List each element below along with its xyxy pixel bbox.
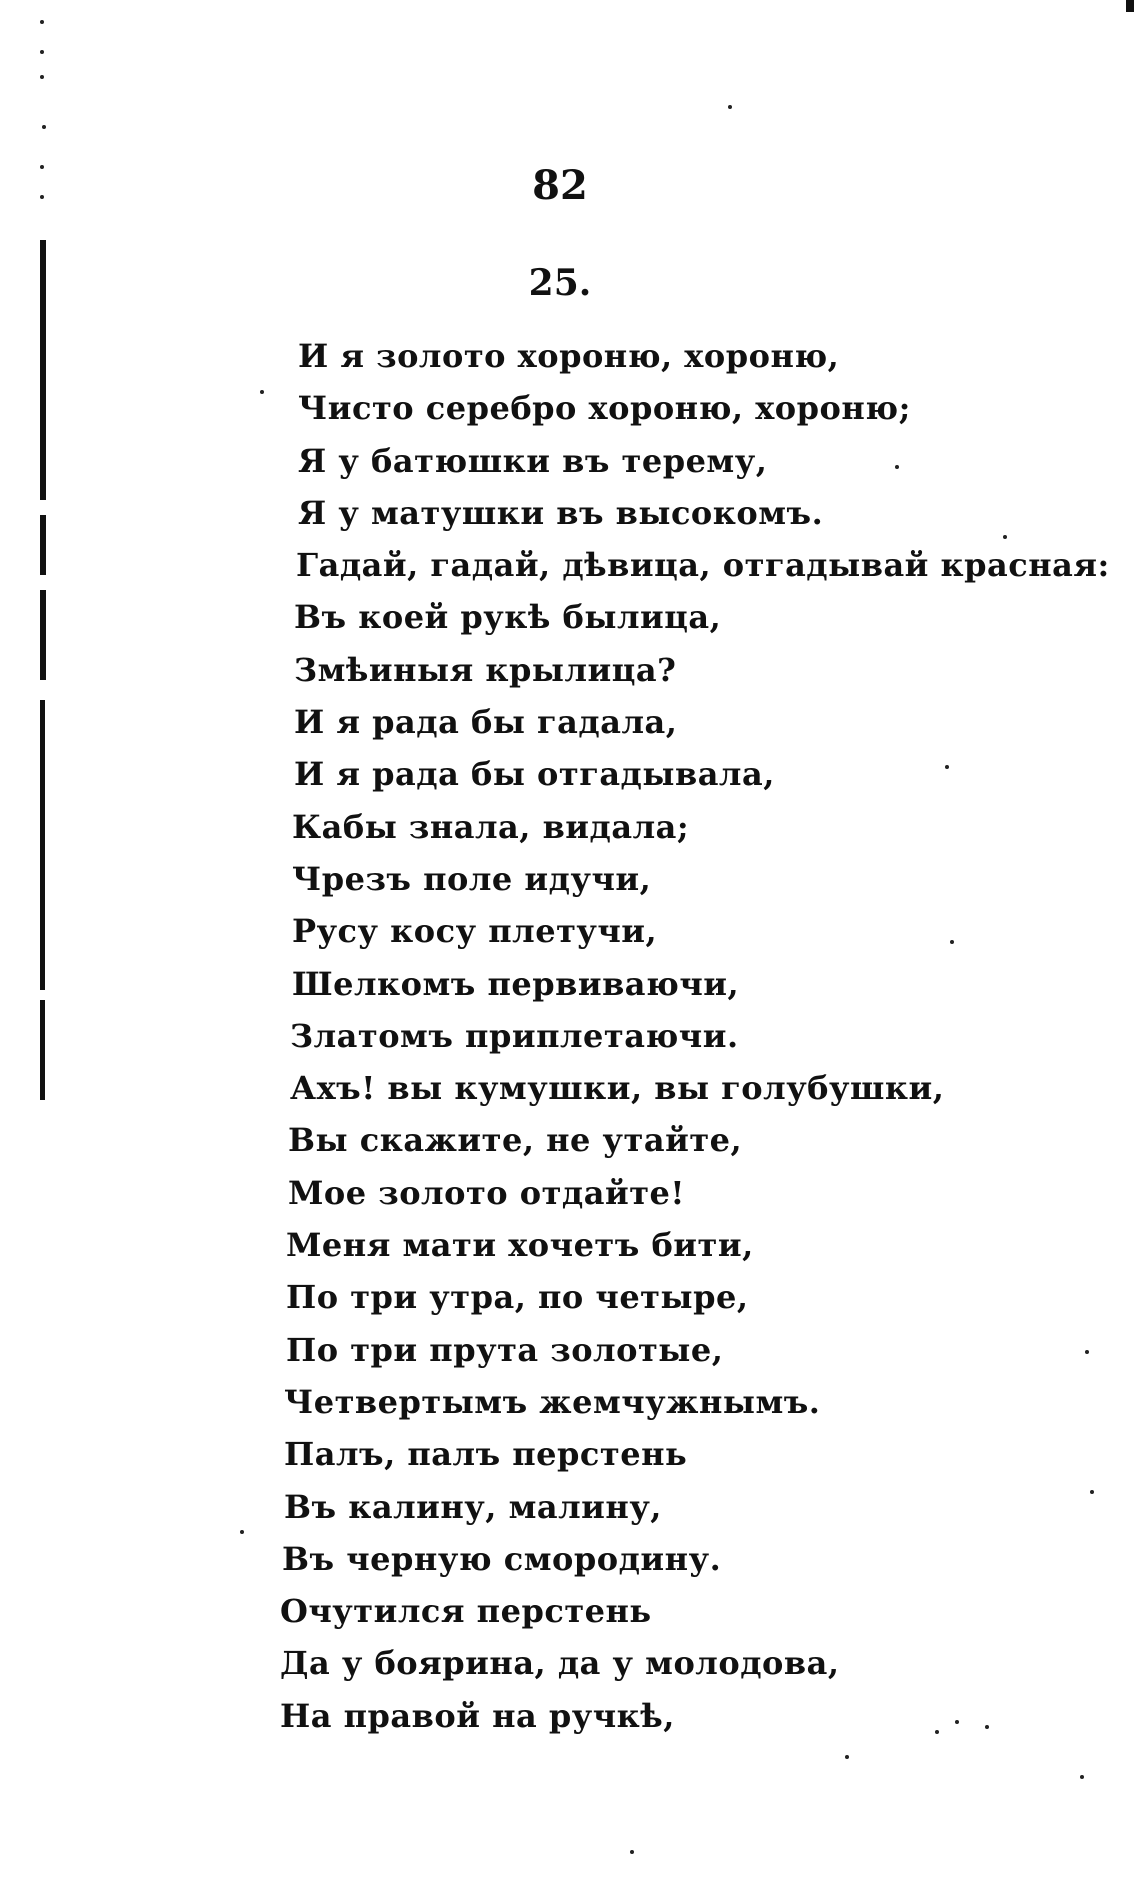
poem-line: Меня мати хочетъ бити, (286, 1226, 754, 1265)
poem-line: Златомъ приплетаючи. (290, 1016, 739, 1055)
scan-speck (1080, 1775, 1084, 1779)
page-number: 82 (532, 162, 588, 209)
scan-edge-mark (1126, 0, 1134, 12)
scan-speck (1090, 1490, 1094, 1494)
scan-speck (240, 1530, 244, 1534)
poem-line: Я у матушки въ высокомъ. (298, 493, 824, 532)
poem-line: Вы скажите, не утайте, (288, 1121, 743, 1160)
scan-edge-mark (40, 700, 45, 990)
scan-speck (40, 75, 44, 79)
scan-speck (40, 50, 44, 54)
poem-line: Въ коей рукѣ былица, (294, 598, 722, 637)
poem-line: Въ черную смородину. (282, 1539, 722, 1578)
scan-speck (845, 1755, 849, 1759)
poem-line: Кабы знала, видала; (292, 807, 690, 846)
scan-speck (728, 105, 732, 109)
poem-line: Шелкомъ первиваючи, (292, 964, 740, 1003)
scan-edge-mark (40, 1000, 45, 1100)
poem-line: По три утра, по четыре, (286, 1278, 749, 1317)
poem-line: Ахъ! вы кумушки, вы голубушки, (290, 1069, 945, 1108)
scan-speck (40, 20, 44, 24)
scan-edge-mark (40, 515, 46, 575)
poem-line: По три прута золотые, (286, 1330, 724, 1369)
poem-line: Гадай, гадай, дѣвица, отгадывай красная: (296, 546, 1110, 585)
poem-line: Змѣиныя крылица? (294, 650, 677, 689)
poem-line: Палъ, палъ перстень (284, 1435, 688, 1474)
scan-speck (42, 125, 46, 129)
poem-text (280, 330, 1110, 1742)
poem-line: И я золото хороню, хороню, (298, 337, 840, 375)
scan-speck (1085, 1350, 1089, 1354)
poem-line: Въ калину, малину, (284, 1487, 662, 1526)
scan-speck (630, 1850, 634, 1854)
poem-line: Четвертымъ жемчужнымъ. (284, 1382, 821, 1421)
poem-line: Очутился перстень (280, 1592, 652, 1631)
poem-line: Чисто серебро хороню, хороню; (298, 389, 911, 428)
poem-line: Мое золото отдайте! (288, 1173, 685, 1212)
poem-line: На правой на ручкѣ, (280, 1696, 675, 1735)
poem-line: Русу косу плетучи, (292, 912, 658, 951)
scan-speck (260, 390, 264, 394)
poem-line: Я у батюшки въ терему, (298, 441, 768, 480)
poem-line: Чрезъ поле идучи, (292, 859, 652, 898)
poem-line: И я рада бы отгадывала, (294, 755, 775, 794)
scan-edge-mark (40, 590, 46, 680)
poem-number: 25. (528, 262, 592, 304)
poem-line: Да у боярина, да у молодова, (280, 1644, 840, 1683)
poem-line: И я рада бы гадала, (294, 703, 678, 742)
